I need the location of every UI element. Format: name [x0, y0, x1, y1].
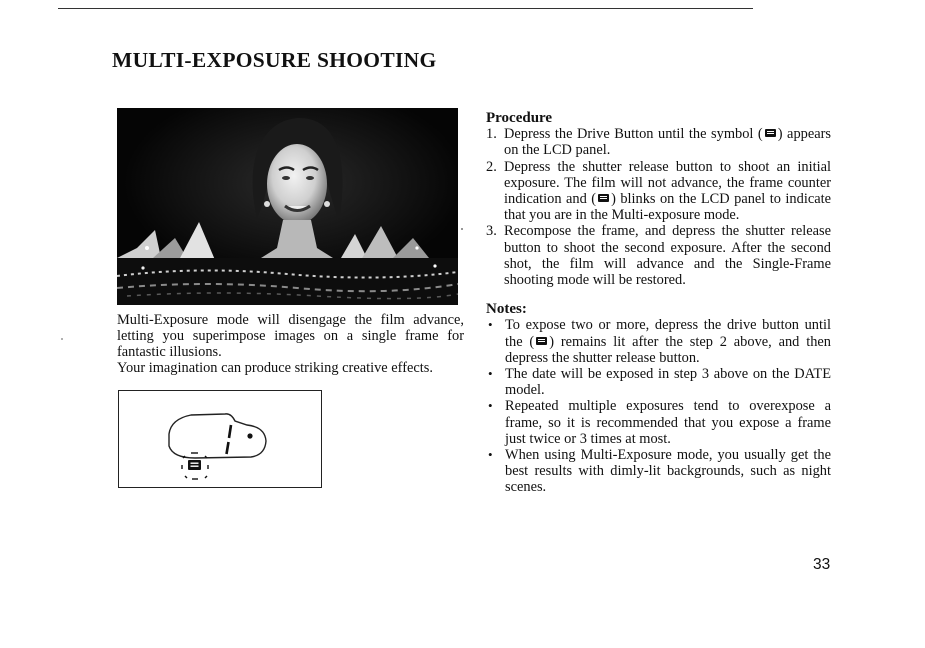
multi-exposure-symbol-icon [764, 127, 777, 140]
page-title: MULTI-EXPOSURE SHOOTING [112, 48, 437, 72]
procedure-step [486, 223, 831, 288]
step-text: Depress the Drive Button until the symbol ( [504, 126, 763, 143]
stray-dot [61, 338, 63, 340]
note-text: Repeated multiple exposures tend to overexpose a frame, so it is recommended that you expose a frame just twice or 3 times at most. [505, 398, 831, 447]
multi-exposure-photo [117, 108, 458, 305]
procedure-steps [486, 126, 831, 288]
note-text: The date will be exposed in step 3 above on the DATE model. [505, 366, 831, 399]
page-number: 33 [813, 556, 831, 573]
lcd-diagram-box [118, 390, 322, 488]
notes-list [486, 317, 831, 495]
step-number: 1. [486, 126, 497, 143]
step-text: Depress the shutter release button to shoot an initial exposure. The film will not advance, the frame counter indication and ( [504, 158, 831, 208]
note-text: To expose two or more, depress the drive button until the ( [505, 317, 831, 350]
top-rule [58, 8, 753, 9]
multi-exposure-symbol-icon [535, 335, 548, 348]
note-item [486, 366, 831, 398]
step-text: Recompose the frame, and depress the shutter release button to shoot the second exposure. After the second shot, the film will advance and the Single-Frame shooting mode will be restored. [504, 223, 831, 289]
portrait-photo-icon [117, 108, 458, 305]
procedure-step [486, 126, 831, 158]
notes-heading: Notes: [486, 301, 527, 318]
step-number: 3. [486, 223, 497, 240]
caption-line: Your imagination can produce striking creative effects. [117, 360, 433, 376]
note-item [486, 447, 831, 496]
note-text: When using Multi-Exposure mode, you usually get the best results with dimly-lit backgrounds, such as night scenes. [505, 447, 831, 496]
note-item [486, 317, 831, 366]
stray-dot [461, 228, 463, 230]
step-number: 2. [486, 158, 497, 175]
note-text: ) remains lit after the step 2 above, and then depress the shutter release button. [505, 333, 831, 366]
multi-exposure-symbol-icon [597, 192, 610, 205]
step-text: ) blinks on the LCD panel to indicate that you are in the Multi-exposure mode. [504, 191, 831, 224]
photo-caption [117, 312, 464, 376]
procedure-heading: Procedure [486, 110, 553, 126]
instructions-column [486, 110, 831, 496]
note-item [486, 398, 831, 447]
step-text: ) appears on the LCD panel. [504, 126, 832, 159]
lcd-panel-icon [119, 391, 321, 487]
caption-line: Multi-Exposure mode will disengage the film advance, letting you superimpose images on a single frame for fantastic illusions. [117, 312, 464, 360]
procedure-step [486, 159, 831, 224]
